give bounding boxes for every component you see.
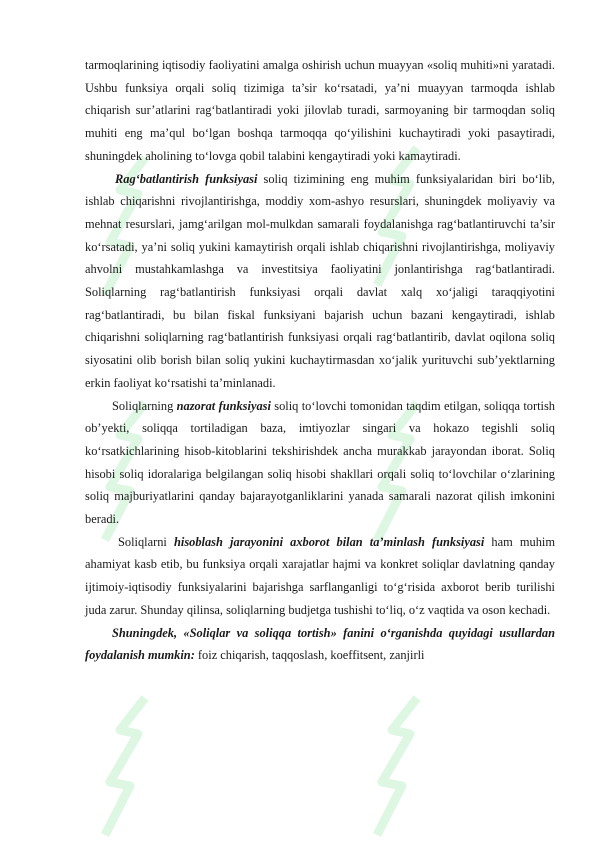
paragraph-1-text: tarmoqlarining iqtisodiy faoliyatini amalga oshirish uchun muayyan «soliq muhiti»ni yaratadi. Ushbu funksiya orqali soliq tizimiga ta’sir ko‘rsatadi, ya’ni muayyan tarmoqda ishlab chiqarish sur’atlarini rag‘batlantiradi yoki jilovlab turadi, sarmoyaning bir tarmoqdan soliq muhiti eng ma’qul bo‘lgan boshqa tarmoqqa qo‘yilishini kuchaytiradi yoki pasaytiradi, shuningdek aholining to‘lovga qobil talabini kengaytiradi yoki kamaytiradi. [85,58,555,163]
paragraph-2 [85,168,555,395]
term-information-function: hisoblash jarayonini axborot bilan ta’minlash funksiyasi [174,534,485,549]
paragraph-5 [85,622,555,667]
paragraph-5-text: foiz chiqarish, taqqoslash, koeffitsent, zanjirli [194,648,425,663]
paragraph-3-lead: Soliqlarning [112,398,177,413]
stylized-s-watermark-icon [372,690,432,840]
paragraph-3-text: soliq to‘lovchi tomonidan taqdim etilgan, soliqqa tortish ob’yekti, soliqqa tortiladigan baza, imtiyozlar singari va hokazo tegishli soliq ko‘rsatkichlarining hisob-kitoblarini tekshirishdek ancha murakkab jarayondan iborat. Soliq hisobi soliq idoralariga belgilangan soliq hisobi shakllari orqali soliq to‘lovchilar o‘zlarining soliq majburiyatlarini qanday bajarayotganliklarini yanada samarali nazorat qilish imkonini beradi. [85,398,555,527]
stylized-s-watermark-icon [100,690,160,840]
term-stimulating-function: Rag‘batlantirish funksiyasi [115,171,258,186]
paragraph-2-text: soliq tizimining eng muhim funksiyalaridan biri bo‘lib, ishlab chiqarishni rivojlantirishga, moddiy xom-ashyo resurslari, shuningdek moliyaviy va mehnat resurslari, jamg‘arilgan mol-mulkdan samarali foydalanishga rag‘batlantiruvchi ta’sir ko‘rsatadi, ya’ni soliq yukini kamaytirish orqali ishlab chiqarishni rivojlantirishga, moliyaviy ahvolni mustahkamlashga va investitsiya faoliyatini jonlantirishga rag‘batlantiradi. Soliqlarning rag‘batlantirish funksiyasi orqali davlat xalq xo‘jaligi taraqqiyotini rag‘batlantiradi, bu bilan fiskal funksiyani bajarish uchun bazani kengaytiradi, ishlab chiqarishni soliqlarning rag‘batlantirish funksiyasi orqali rag‘batlantirib, davlat oqilona soliq siyosatini olib borish bilan soliq yukini kuchaytirmasdan xo‘jalik yurituvchi sub’yektlarning erkin faoliyat ko‘rsatishi ta’minlanadi. [85,171,555,390]
paragraph-4 [85,531,555,622]
paragraph-1 [85,54,555,168]
paragraph-4-lead: Soliqlarni [118,534,174,549]
term-control-function: nazorat funksiyasi [176,398,271,413]
body-text [85,54,555,667]
paragraph-4-text: ham muhim ahamiyat kasb etib, bu funksiya orqali xarajatlar hajmi va konkret soliqlar davlatning qanday ijtimoiy-iqtisodiy funksiyalarini bajarishga sarflanganligi to‘g‘risida axborot berib turilishi juda zarur. Shunday qilinsa, soliqlarning budjetga tushishi to‘liq, o‘z vaqtida va oson kechadi. [85,534,555,617]
term-methods-intro: Shuningdek, «Soliqlar va soliqqa tortish» fanini o‘rganishda quyidagi usullardan foydalanish mumkin: [85,625,555,663]
paragraph-3 [85,395,555,531]
